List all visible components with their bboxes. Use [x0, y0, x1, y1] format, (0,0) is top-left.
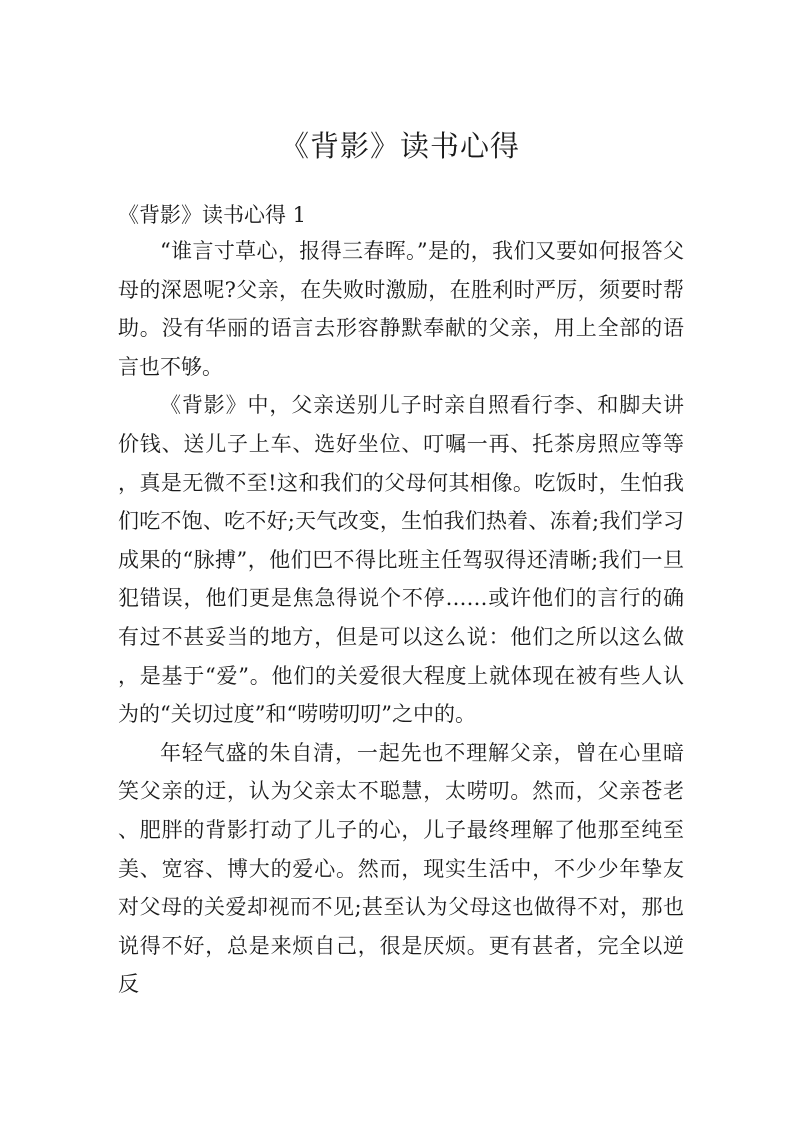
paragraph-1: “谁言寸草心，报得三春晖。”是的，我们又要如何报答父母的深恩呢?父亲，在失败时激励，在胜利时严厉，须要时帮助。没有华丽的语言去形容静默奉献的父亲，用上全部的语言也不够。 — [118, 239, 684, 379]
section-heading: 《背影》读书心得 1 — [118, 203, 307, 227]
document-body — [118, 232, 684, 1004]
document-title: 《背影》读书心得 — [279, 129, 520, 163]
paragraph-3: 年轻气盛的朱自清，一起先也不理解父亲，曾在心里暗笑父亲的迂，认为父亲太不聪慧，太唠叨。然而，父亲苍老、肥胖的背影打动了儿子的心，儿子最终理解了他那至纯至美、宽容、博大的爱心。然而，现实生活中，不少少年挚友对父母的关爱却视而不见;甚至认为父母这也做得不对，那也说得不好，总是来烦自己，很是厌烦。更有甚者，完全以逆反 — [118, 740, 684, 997]
paragraph-2: 《背影》中，父亲送别儿子时亲自照看行李、和脚夫讲价钱、送儿子上车、选好坐位、叮嘱一再、托茶房照应等等，真是无微不至!这和我们的父母何其相像。吃饭时，生怕我们吃不饱、吃不好;天气改变，生怕我们热着、冻着;我们学习成果的“脉搏”，他们巴不得比班主任驾驭得还清晰;我们一旦犯错误，他们更是焦急得说个不停……或许他们的言行的确有过不甚妥当的地方，但是可以这么说：他们之所以这么做，是基于“爱”。他们的关爱很大程度上就体现在被有些人认为的“关切过度”和“唠唠叨叨”之中的。 — [118, 393, 684, 727]
